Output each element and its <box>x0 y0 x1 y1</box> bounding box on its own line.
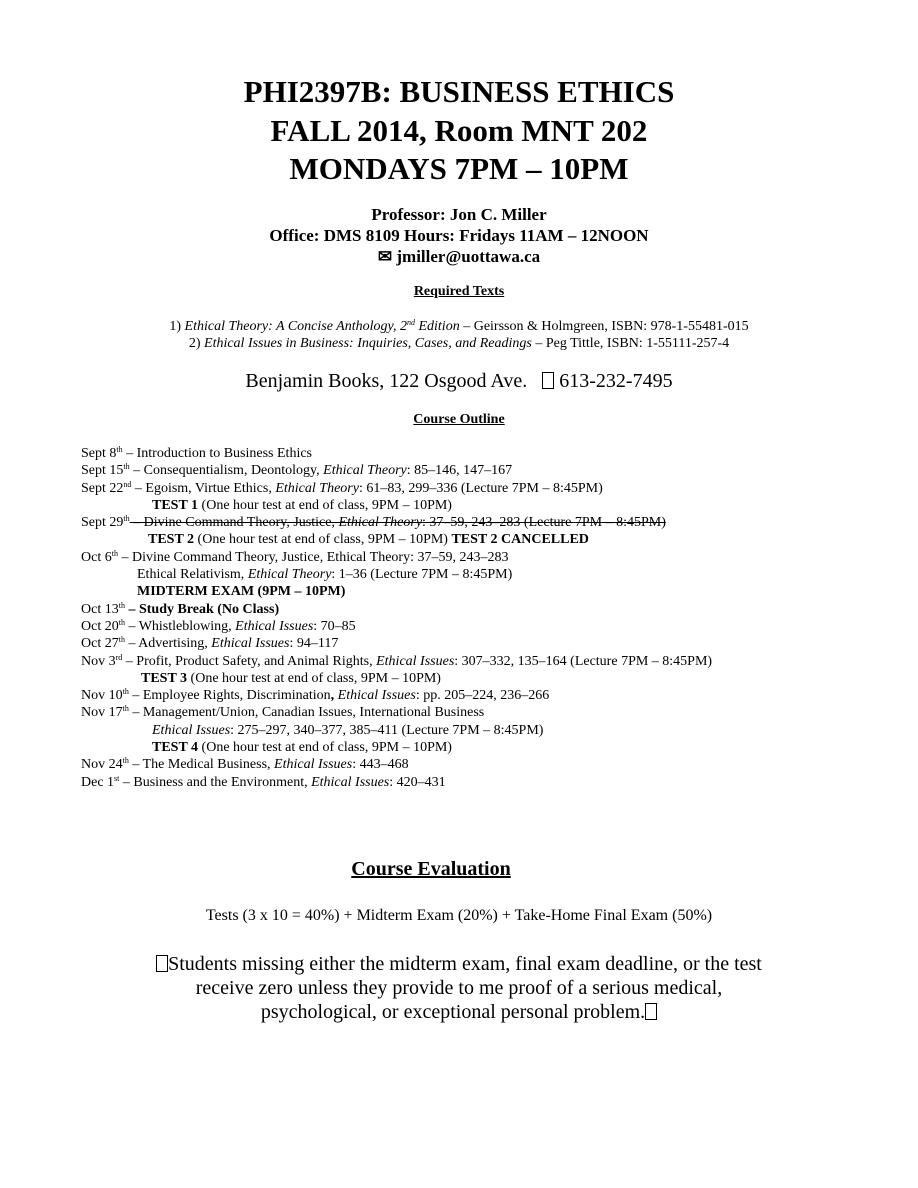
schedule-row: Nov 24th – The Medical Business, Ethical Issues: 443–468 <box>81 756 409 773</box>
close-quote-icon <box>645 1003 657 1020</box>
course-schedule <box>81 445 881 791</box>
test-row: TEST 2 (One hour test at end of class, 9PM – 10PM) TEST 2 CANCELLED <box>148 532 589 548</box>
course-outline-heading: Course Outline <box>413 412 505 427</box>
title-line-1: PHI2397B: BUSINESS ETHICS <box>243 74 675 109</box>
schedule-row: Oct 20th – Whistleblowing, Ethical Issues: 70–85 <box>81 617 356 634</box>
title-line-3: MONDAYS 7PM – 10PM <box>289 151 629 186</box>
open-quote-icon <box>156 955 168 972</box>
schedule-row: Nov 10th – Employee Rights, Discrimination, Ethical Issues: pp. 205–224, 236–266 <box>81 687 550 704</box>
envelope-icon: ✉ <box>377 247 393 266</box>
title-line-2: FALL 2014, Room MNT 202 <box>270 113 648 148</box>
note-line-3: psychological, or exceptional personal problem. <box>0 1000 918 1024</box>
email-address[interactable]: jmiller@uottawa.ca <box>396 247 541 266</box>
test-row: TEST 3 (One hour test at end of class, 9PM – 10PM) <box>141 670 441 686</box>
schedule-row: Dec 1st – Business and the Environment, Ethical Issues: 420–431 <box>81 773 446 790</box>
schedule-row: Sept 8th – Introduction to Business Ethics <box>81 445 313 461</box>
schedule-row: Ethical Relativism, Ethical Theory: 1–36 (Lecture 7PM – 8:45PM) <box>137 567 513 583</box>
test-row: TEST 4 (One hour test at end of class, 9PM – 10PM) <box>152 740 452 756</box>
bookstore-phone: 613-232-7495 <box>559 370 673 392</box>
schedule-row: Sept 15th – Consequentialism, Deontology, Ethical Theory: 85–146, 147–167 <box>81 462 513 479</box>
schedule-row: Nov 3rd – Profit, Product Safety, and Animal Rights, Ethical Issues: 307–332, 135–164 (Lecture 7PM – 8:45PM) <box>81 652 713 669</box>
schedule-row: Nov 17th – Management/Union, Canadian Issues, International Business <box>81 704 485 721</box>
professor-name: Professor: Jon C. Miller <box>371 205 547 224</box>
phone-icon <box>542 372 554 389</box>
note-line-2: receive zero unless they provide to me proof of a serious medical, <box>195 977 723 999</box>
office-hours: Office: DMS 8109 Hours: Fridays 11AM – 12NOON <box>269 226 649 245</box>
schedule-row: Ethical Issues: 275–297, 340–377, 385–411 (Lecture 7PM – 8:45PM) <box>152 722 544 738</box>
required-text-2: 2) Ethical Issues in Business: Inquiries, Cases, and Readings – Peg Tittle, ISBN: 1-55111-257-4 <box>188 336 730 351</box>
email-line <box>0 246 918 267</box>
bookstore-line <box>0 370 918 393</box>
evaluation-formula: Tests (3 x 10 = 40%) + Midterm Exam (20%) + Take-Home Final Exam (50%) <box>205 907 713 924</box>
note-line-1: Students missing either the midterm exam, final exam deadline, or the test <box>0 952 918 976</box>
schedule-row-cancelled: Sept 29th – Divine Command Theory, Justice, Ethical Theory: 37–59, 243–283 (Lecture 7PM – 8:45PM) <box>81 514 666 531</box>
schedule-row: Oct 27th – Advertising, Ethical Issues: 94–117 <box>81 635 339 652</box>
schedule-row: Sept 22nd – Egoism, Virtue Ethics, Ethical Theory: 61–83, 299–336 (Lecture 7PM – 8:45PM) <box>81 479 603 496</box>
schedule-row: Oct 6th – Divine Command Theory, Justice, Ethical Theory: 37–59, 243–283 <box>81 548 509 565</box>
required-texts-heading: Required Texts <box>413 284 505 299</box>
test-row: TEST 1 (One hour test at end of class, 9PM – 10PM) <box>152 497 452 513</box>
bookstore-address: Benjamin Books, 122 Osgood Ave. <box>245 370 528 392</box>
schedule-row: Oct 13th – Study Break (No Class) <box>81 600 280 617</box>
required-text-1: 1) Ethical Theory: A Concise Anthology, 2nd Edition – Geirsson & Holmgreen, ISBN: 978-1-55481-015 <box>169 318 749 334</box>
course-evaluation-heading: Course Evaluation <box>351 858 511 880</box>
midterm-row: MIDTERM EXAM (9PM – 10PM) <box>137 584 346 600</box>
